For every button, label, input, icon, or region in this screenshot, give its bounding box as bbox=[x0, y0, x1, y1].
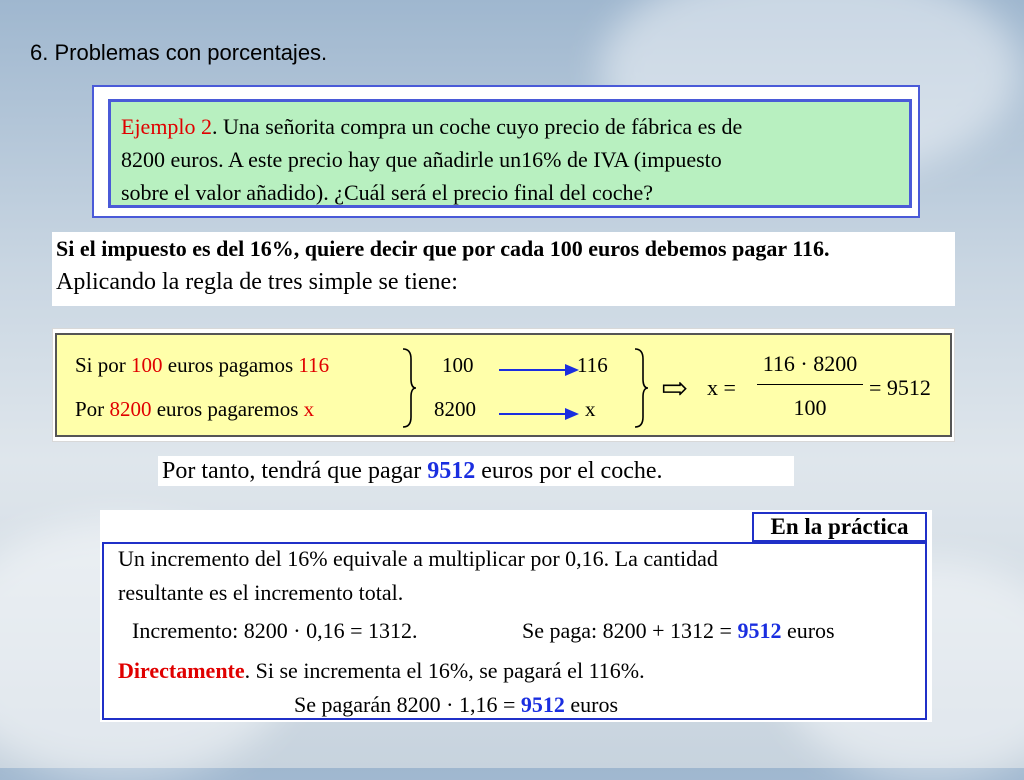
example-line-2: 8200 euros. A este precio hay que añadirle un16% de IVA (impuesto bbox=[121, 147, 722, 172]
practice-tab-label: En la práctica bbox=[752, 512, 927, 542]
intro-strip bbox=[52, 232, 955, 306]
rule-row-1: Si por 100 euros pagamos 116 bbox=[75, 353, 330, 377]
example-box bbox=[108, 99, 912, 208]
rule-row-2: Por 8200 euros pagaremos x bbox=[75, 397, 315, 421]
conclusion-value: 9512 bbox=[427, 458, 476, 484]
x-label: x = bbox=[707, 375, 736, 400]
practice-final: Se pagarán 8200 · 1,16 = 9512 euros bbox=[294, 692, 619, 717]
fraction-bar bbox=[757, 384, 863, 385]
practice-line-2: resultante es el incremento total. bbox=[118, 580, 404, 605]
practice-frame bbox=[100, 510, 932, 722]
example-frame bbox=[92, 85, 920, 218]
rule-right-col-1: 116 bbox=[577, 353, 608, 377]
practice-direct: Directamente. Si se incrementa el 16%, se pagará el 116%. bbox=[118, 658, 645, 683]
practice-increment: Incremento: 8200 · 0,16 = 1312. bbox=[132, 618, 418, 643]
intro-line-1: Si el impuesto es del 16%, quiere decir que por cada 100 euros debemos pagar 116. bbox=[56, 236, 830, 261]
fraction-numerator: 116 · 8200 bbox=[762, 351, 858, 376]
arrow-right-icon bbox=[499, 407, 579, 421]
practice-box bbox=[102, 542, 927, 720]
brace-left-icon bbox=[401, 347, 417, 429]
rule-left-col-1: 100 bbox=[442, 353, 474, 377]
example-label: Ejemplo 2 bbox=[121, 114, 213, 139]
fraction-result: = 9512 bbox=[869, 375, 931, 400]
rule-of-three-frame bbox=[52, 328, 955, 442]
slide-title: 6. Problemas con porcentajes. bbox=[30, 40, 328, 65]
implies-arrow-icon: ⇨ bbox=[661, 370, 688, 406]
arrow-right-icon bbox=[499, 363, 579, 377]
rule-left-col-2: 8200 bbox=[434, 397, 476, 421]
intro-line-2: Aplicando la regla de tres simple se tiene: bbox=[56, 269, 458, 295]
practice-line-1: Un incremento del 16% equivale a multiplicar por 0,16. La cantidad bbox=[118, 546, 718, 571]
practice-final-value: 9512 bbox=[520, 692, 565, 717]
rule-right-col-2: x bbox=[585, 397, 596, 421]
practice-pay-value: 9512 bbox=[737, 618, 782, 643]
brace-right-icon bbox=[633, 347, 649, 429]
example-line-3: sobre el valor añadido). ¿Cuál será el precio final del coche? bbox=[121, 180, 654, 205]
direct-label: Directamente bbox=[118, 658, 245, 683]
example-line-1: Ejemplo 2. Una señorita compra un coche cuyo precio de fábrica es de bbox=[121, 114, 743, 139]
fraction-denominator: 100 bbox=[793, 395, 827, 420]
practice-pay: Se paga: 8200 + 1312 = 9512 euros bbox=[522, 618, 835, 643]
rule-of-three-box bbox=[55, 333, 952, 437]
conclusion: Por tanto, tendrá que pagar 9512 euros por el coche. bbox=[158, 456, 794, 486]
